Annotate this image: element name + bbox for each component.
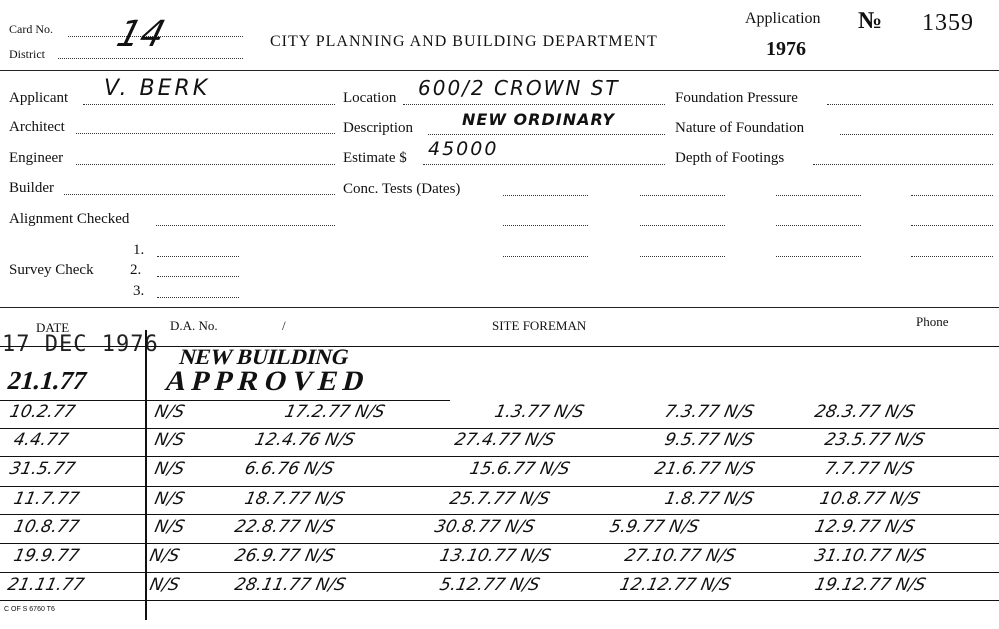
row-entry: 12.9.77 N/S xyxy=(812,517,917,537)
estimate-dotted-line xyxy=(423,164,665,165)
phone-column-header: Phone xyxy=(916,314,949,329)
row-date: 21.11.77 xyxy=(5,575,86,595)
site-foreman-column-header: SITE FOREMAN xyxy=(492,318,587,333)
row-entry: 30.8.77 N/S xyxy=(432,517,537,537)
note-approved: APPROVED xyxy=(162,366,374,397)
row-entry: 6.6.76 N/S xyxy=(242,459,336,479)
estimate-value: 45000 xyxy=(428,138,499,160)
conc-test-dotted-3-2 xyxy=(640,256,725,257)
location-value: 600/2 CROWN ST xyxy=(418,76,620,100)
district-label: District xyxy=(9,47,45,61)
row-entry: 28.3.77 N/S xyxy=(812,402,917,422)
foundation-pressure-label: Foundation Pressure xyxy=(675,90,798,106)
note-new-building: NEW BUILDING xyxy=(177,344,353,369)
description-dotted-line xyxy=(428,134,665,135)
row-entry: 13.10.77 N/S xyxy=(437,546,553,566)
location-dotted-line xyxy=(403,104,665,105)
row-rule xyxy=(0,428,999,429)
row-rule xyxy=(0,514,999,515)
conc-test-dotted-3-1 xyxy=(503,256,588,257)
row-entry: 1.3.77 N/S xyxy=(492,402,586,422)
survey-dotted-line-1 xyxy=(157,256,239,257)
row-entry: 23.5.77 N/S xyxy=(822,430,927,450)
row-entry: 12.12.77 N/S xyxy=(617,575,733,595)
row-rule xyxy=(0,486,999,487)
row-entry: 17.2.77 N/S xyxy=(282,402,387,422)
depth-footings-label: Depth of Footings xyxy=(675,150,785,166)
conc-test-dotted-1-4 xyxy=(911,195,993,196)
row-rule xyxy=(0,600,999,601)
column-separator-mark: / xyxy=(282,318,286,333)
survey-item-3: 3. xyxy=(133,283,145,299)
alignment-dotted-line xyxy=(156,225,335,226)
survey-label: Survey Check xyxy=(9,262,94,278)
row-entry: 5.12.77 N/S xyxy=(437,575,542,595)
row-date: 4.4.77 xyxy=(11,430,71,450)
builder-dotted-line xyxy=(64,194,335,195)
foundation-pressure-dotted-line xyxy=(827,104,993,105)
survey-dotted-line-3 xyxy=(157,297,239,298)
note-rule xyxy=(0,400,450,401)
row-entry: 12.4.76 N/S xyxy=(252,430,357,450)
estimate-label: Estimate $ xyxy=(343,150,407,166)
application-year: 1976 xyxy=(766,38,806,60)
survey-dotted-line-2 xyxy=(157,276,239,277)
card-no-label: Card No. xyxy=(9,22,53,36)
location-label: Location xyxy=(343,90,397,106)
row-entry: 10.8.77 N/S xyxy=(817,489,922,509)
row-rule xyxy=(0,572,999,573)
row-entry: N/S xyxy=(152,489,187,509)
conc-test-dotted-3-3 xyxy=(776,256,861,257)
district-dotted-line xyxy=(58,58,243,59)
row-rule xyxy=(0,456,999,457)
row-entry: 18.7.77 N/S xyxy=(242,489,347,509)
row-entry: 5.9.77 N/S xyxy=(607,517,701,537)
architect-label: Architect xyxy=(9,119,65,135)
alignment-label: Alignment Checked xyxy=(9,211,130,227)
conc-test-dotted-3-4 xyxy=(911,256,993,257)
inspection-row xyxy=(0,459,999,489)
nature-foundation-label: Nature of Foundation xyxy=(675,120,805,136)
row-rule xyxy=(0,543,999,544)
conc-test-dotted-1-1 xyxy=(503,195,588,196)
row-entry: 1.8.77 N/S xyxy=(662,489,756,509)
row-entry: 22.8.77 N/S xyxy=(232,517,337,537)
engineer-label: Engineer xyxy=(9,150,64,166)
engineer-dotted-line xyxy=(76,164,335,165)
row-date: 11.7.77 xyxy=(11,489,82,509)
applicant-dotted-line xyxy=(83,104,335,105)
number-symbol: № xyxy=(858,8,883,34)
received-date-stamp: 17 DEC 1976 xyxy=(2,332,159,357)
row-date: 10.8.77 xyxy=(11,517,82,537)
da-no-column-header: D.A. No. xyxy=(170,318,218,333)
description-label: Description xyxy=(343,120,413,136)
survey-item-1: 1. xyxy=(133,242,145,258)
department-title: CITY PLANNING AND BUILDING DEPARTMENT xyxy=(270,33,658,50)
applicant-label: Applicant xyxy=(9,90,69,106)
row-entry: N/S xyxy=(147,546,182,566)
note-date: 21.1.77 xyxy=(4,366,90,395)
row-entry: 26.9.77 N/S xyxy=(232,546,337,566)
conc-test-dotted-1-3 xyxy=(776,195,861,196)
date-column-header: DATE xyxy=(36,320,70,335)
depth-footings-dotted-line xyxy=(813,164,993,165)
log-header-rule xyxy=(0,346,999,347)
row-entry: 9.5.77 N/S xyxy=(662,430,756,450)
row-entry: N/S xyxy=(152,517,187,537)
row-entry: N/S xyxy=(152,459,187,479)
row-entry: 27.4.77 N/S xyxy=(452,430,557,450)
nature-foundation-dotted-line xyxy=(840,134,993,135)
row-date: 31.5.77 xyxy=(7,459,78,479)
row-entry: 25.7.77 N/S xyxy=(447,489,552,509)
row-date: 19.9.77 xyxy=(11,546,82,566)
row-entry: 7.7.77 N/S xyxy=(822,459,916,479)
conc-test-dotted-2-1 xyxy=(503,225,588,226)
conc-test-dotted-1-2 xyxy=(640,195,725,196)
application-label: Application xyxy=(745,10,821,27)
conc-tests-label: Conc. Tests (Dates) xyxy=(343,181,461,197)
form-code: C OF S 6760 T6 xyxy=(4,606,55,613)
builder-label: Builder xyxy=(9,180,54,196)
row-entry: N/S xyxy=(152,430,187,450)
conc-test-dotted-2-3 xyxy=(776,225,861,226)
row-entry: 21.6.77 N/S xyxy=(652,459,757,479)
log-top-divider xyxy=(0,307,999,308)
application-number: 1359 xyxy=(922,10,974,36)
header-divider xyxy=(0,70,999,71)
row-entry: N/S xyxy=(147,575,182,595)
row-date: 10.2.77 xyxy=(7,402,78,422)
row-entry: 28.11.77 N/S xyxy=(232,575,348,595)
row-entry: 27.10.77 N/S xyxy=(622,546,738,566)
row-entry: 31.10.77 N/S xyxy=(812,546,928,566)
survey-item-2: 2. xyxy=(130,262,142,278)
applicant-value: V. BERK xyxy=(104,76,211,101)
conc-test-dotted-2-2 xyxy=(640,225,725,226)
row-entry: 19.12.77 N/S xyxy=(812,575,928,595)
architect-dotted-line xyxy=(76,133,335,134)
conc-test-dotted-2-4 xyxy=(911,225,993,226)
row-entry: 7.3.77 N/S xyxy=(662,402,756,422)
row-entry: 15.6.77 N/S xyxy=(467,459,572,479)
card-no-value: 14 xyxy=(112,14,170,55)
description-value: NEW ORDINARY xyxy=(462,110,615,129)
row-entry: N/S xyxy=(152,402,187,422)
